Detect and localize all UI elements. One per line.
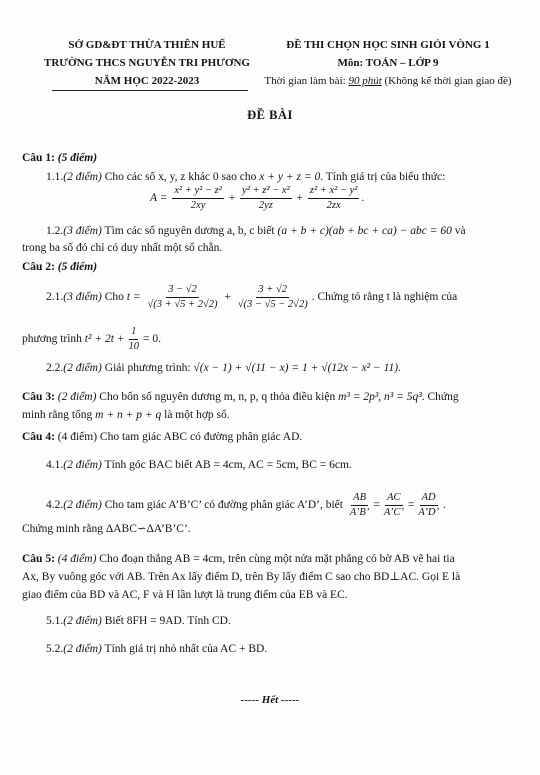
fraction: $\frac{\text{z² + x² − y²}}{2zx}$ xyxy=(309,185,358,211)
q1-expression: A = $\frac{\text{x² + y² − z²}}{2xy}$ + $\frac{\text{y² + z² − x²}}{2yz}$ + $\frac{\text{z² + x² − y²}}{2zx}$ . xyxy=(150,185,365,211)
fraction: $\frac{AD}{A’D’}$ xyxy=(418,492,439,518)
q1-part1: 1.1.(2 điểm) Cho các số x, y, z khác 0 sao cho x + y + z = 0. Tính giá trị của biểu thức: xyxy=(46,171,446,183)
fraction: $\frac{\text{x² + y² − z²}}{2xy}$ xyxy=(174,185,222,211)
q4-part1: 4.1.(2 điểm) Tính góc BAC biết AB = 4cm, AC = 5cm, BC = 6cm. xyxy=(46,459,352,471)
q3-cont: minh rằng tổng m + n + p + q là một hợp số. xyxy=(22,409,230,421)
q4-part2: 4.2.(2 điểm) Cho tam giác A’B’C’ có đường phân giác A’D’, biết $\frac{AB}{A’B’}$ = $\frac{AC}{A’C’}$ = $\frac{AD}{A’D’}$ . xyxy=(46,492,446,518)
q2-part1-cont: phương trình t² + 2t + $\frac{1}{10}$ = 0. xyxy=(22,326,162,352)
q2-heading: Câu 2: (5 điểm) xyxy=(22,261,98,273)
school-year: NĂM HỌC 2022-2023 xyxy=(94,75,200,87)
q4-part2-cont: Chứng minh rằng ΔABC∽ΔA’B’C’. xyxy=(22,523,191,535)
school-name: TRƯỜNG THCS NGUYỄN TRI PHƯƠNG xyxy=(44,57,250,69)
header-underline-left xyxy=(52,90,248,91)
fraction: $\frac{1}{10}$ xyxy=(128,326,140,352)
q5-part2: 5.2.(2 điểm) Tính giá trị nhỏ nhất của AC + BD. xyxy=(46,643,268,655)
q5-line3: giao điểm của BD và AC, F và H lần lượt là trung điểm của EB và EC. xyxy=(22,589,348,601)
fraction: $\frac{3 + √2}{√(3 - √5 - 2√2)}$ xyxy=(237,284,308,310)
q2-part1: 2.1.(3 điểm) Cho t = $\frac{3 - √2}{√(3 + √5 + 2√2)}$ + $\frac{3 + √2}{√(3 - √5 - 2√2)}$ . Chứng tỏ rằng t là nghiệm của xyxy=(46,284,458,310)
exam-title: ĐỀ THI CHỌN HỌC SINH GIỎI VÒNG 1 xyxy=(286,39,490,51)
q4-heading: Câu 4: (4 điểm) Cho tam giác ABC có đường phân giác AD. xyxy=(22,431,303,443)
exam-header xyxy=(240,36,536,90)
department-name: SỞ GD&ĐT THỪA THIÊN HUẾ xyxy=(68,39,226,51)
q2-part2: 2.2.(2 điểm) Giải phương trình: √(x − 1) + √(11 − x) = 1 + √(12x − x² − 11). xyxy=(46,362,401,374)
school-header xyxy=(22,36,272,90)
end-marker: ----- Hết ----- xyxy=(240,694,300,706)
fraction: $\frac{AB}{A’B’}$ xyxy=(349,492,370,518)
q5-part1: 5.1.(2 điểm) Biết 8FH = 9AD. Tính CD. xyxy=(46,615,231,627)
q3: Câu 3: (2 điểm) Cho bốn số nguyên dương m, n, p, q thỏa điều kiện m³ = 2p³, n³ = 5q³. Chứng xyxy=(22,391,459,403)
fraction: $\frac{AC}{A’C’}$ xyxy=(383,492,404,518)
exam-time: Thời gian làm bài: 90 phút (Không kể thời gian giao đề) xyxy=(264,75,512,87)
fraction: $\frac{3 - √2}{√(3 + √5 + 2√2)}$ xyxy=(147,284,218,310)
q1-part2: 1.2.(3 điểm) Tìm các số nguyên dương a, b, c biết (a + b + c)(ab + bc + ca) − abc = 60 và xyxy=(46,225,466,237)
q1-heading: Câu 1: (5 điểm) xyxy=(22,152,98,164)
exam-subject: Môn: TOÁN – LỚP 9 xyxy=(337,57,439,69)
q5-line2: Ax, By vuông góc với AB. Trên Ax lấy điểm D, trên By lấy điểm C sao cho BD⊥AC. Gọi E là xyxy=(22,571,461,583)
fraction: $\frac{\text{y² + z² − x²}}{2yz}$ xyxy=(242,185,290,211)
page-title: ĐỀ BÀI xyxy=(247,108,293,122)
q5-line1: Câu 5: (4 điểm) Cho đoạn thẳng AB = 4cm, trên cùng một nửa mặt phẳng có bờ AB vẽ hai tia xyxy=(22,553,455,565)
q1-part2-cont: trong ba số đó chỉ có duy nhất một số chẵn. xyxy=(22,242,223,254)
